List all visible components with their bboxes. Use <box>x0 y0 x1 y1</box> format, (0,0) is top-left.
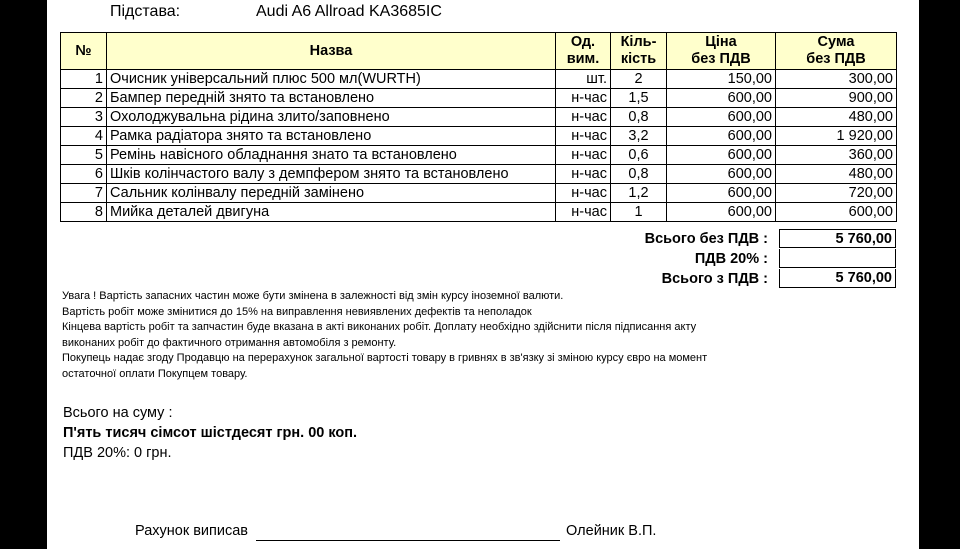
row-price: 600,00 <box>667 108 776 127</box>
items-table <box>60 32 897 222</box>
total-no-vat-value: 5 760,00 <box>779 229 896 248</box>
note-line: Увага ! Вартість запасних частин може бути змінена в залежності від змін курсу іноземної валюти. <box>62 290 564 302</box>
row-price: 600,00 <box>667 184 776 203</box>
row-price: 600,00 <box>667 127 776 146</box>
row-sum: 900,00 <box>776 89 897 108</box>
row-sum: 1 920,00 <box>776 127 897 146</box>
row-price: 600,00 <box>667 165 776 184</box>
row-qty: 0,8 <box>611 165 667 184</box>
row-unit: н-час <box>556 127 611 146</box>
header-name: Назва <box>107 33 556 70</box>
header-unit <box>556 33 611 70</box>
row-name: Бампер передній знято та встановлено <box>107 89 556 108</box>
row-price: 600,00 <box>667 146 776 165</box>
table-row <box>61 146 897 165</box>
header-num: № <box>61 33 107 70</box>
basis-label: Підстава: <box>110 3 181 20</box>
header-sum-line1: Сума <box>817 34 855 50</box>
summary-words: П'ять тисяч сімсот шістдесят грн. 00 коп. <box>63 425 358 441</box>
row-qty: 3,2 <box>611 127 667 146</box>
row-unit: н-час <box>556 184 611 203</box>
note-line: остаточної оплати Покупцем товару. <box>62 367 248 380</box>
table-row <box>61 89 897 108</box>
total-no-vat-label: Всього без ПДВ : <box>644 231 768 247</box>
row-price: 600,00 <box>667 89 776 108</box>
row-unit: н-час <box>556 165 611 184</box>
summary-vat: ПДВ 20%: 0 грн. <box>63 445 172 461</box>
row-name: Очисник універсальний плюс 500 мл(WURTH) <box>107 70 556 89</box>
row-sum: 600,00 <box>776 203 897 222</box>
table-header-row <box>61 33 897 70</box>
row-sum: 300,00 <box>776 70 897 89</box>
table-row <box>61 184 897 203</box>
row-name: Охолоджувальна рідина злито/заповнено <box>107 108 556 127</box>
row-qty: 1,2 <box>611 184 667 203</box>
summary-block <box>63 403 357 463</box>
basis-line <box>110 2 442 22</box>
row-num: 1 <box>61 70 107 89</box>
row-num: 2 <box>61 89 107 108</box>
table-row <box>61 70 897 89</box>
header-sum <box>776 33 897 70</box>
row-sum: 360,00 <box>776 146 897 165</box>
total-no-vat-row <box>60 229 896 249</box>
note-line: Вартість робіт може змінитися до 15% на виправлення невиявлених дефектів та неполадок <box>62 305 532 318</box>
table-row <box>61 203 897 222</box>
row-qty: 1,5 <box>611 89 667 108</box>
signature-line <box>135 521 656 541</box>
header-price-line2: без ПДВ <box>691 51 751 67</box>
row-sum: 720,00 <box>776 184 897 203</box>
row-num: 5 <box>61 146 107 165</box>
invoice-page <box>47 0 919 549</box>
row-num: 3 <box>61 108 107 127</box>
note-line: Покупець надає згоду Продавцю на перерахунок загальної вартості товару в гривнях в зв'язку зі зміною курсу євро на момент <box>62 352 708 364</box>
totals-block <box>60 229 896 289</box>
total-with-vat-row <box>60 269 896 289</box>
signature-underline <box>256 524 560 541</box>
row-num: 6 <box>61 165 107 184</box>
table-row <box>61 127 897 146</box>
row-name: Рамка радіатора знято та встановлено <box>107 127 556 146</box>
signature-name: Олейник В.П. <box>566 523 657 539</box>
row-qty: 0,6 <box>611 146 667 165</box>
row-price: 600,00 <box>667 203 776 222</box>
header-qty <box>611 33 667 70</box>
row-name: Мийка деталей двигуна <box>107 203 556 222</box>
header-price <box>667 33 776 70</box>
row-name: Ремінь навісного обладнання знато та встановлено <box>107 146 556 165</box>
row-qty: 0,8 <box>611 108 667 127</box>
notes-block <box>62 289 762 382</box>
row-sum: 480,00 <box>776 165 897 184</box>
row-num: 8 <box>61 203 107 222</box>
vat-row <box>60 249 896 269</box>
row-num: 4 <box>61 127 107 146</box>
vat-value <box>779 249 896 268</box>
header-unit-line2: вим. <box>566 51 600 67</box>
row-qty: 2 <box>611 70 667 89</box>
total-with-vat-value: 5 760,00 <box>779 269 896 288</box>
row-unit: н-час <box>556 146 611 165</box>
note-line: Кінцева вартість робіт та запчастин буде вказана в акті виконаних робіт. Доплату необхідно здійснити після підписання акту <box>62 321 697 333</box>
row-unit: н-час <box>556 89 611 108</box>
row-price: 150,00 <box>667 70 776 89</box>
header-sum-line2: без ПДВ <box>806 51 866 67</box>
row-sum: 480,00 <box>776 108 897 127</box>
signature-label: Рахунок виписав <box>135 523 248 539</box>
summary-label: Всього на суму : <box>63 405 173 421</box>
row-qty: 1 <box>611 203 667 222</box>
header-price-line1: Ціна <box>705 34 737 50</box>
row-unit: н-час <box>556 203 611 222</box>
row-unit: н-час <box>556 108 611 127</box>
row-unit: шт. <box>556 70 611 89</box>
row-name: Шків колінчастого валу з демпфером знято та встановлено <box>107 165 556 184</box>
header-qty-line2: кість <box>620 51 657 67</box>
header-unit-line1: Од. <box>570 34 596 50</box>
table-row <box>61 108 897 127</box>
row-name: Сальник колінвалу передній замінено <box>107 184 556 203</box>
total-with-vat-label: Всього з ПДВ : <box>661 271 768 287</box>
vat-label: ПДВ 20% : <box>694 251 768 267</box>
note-line: виконаних робіт до фактичного отримання автомобіля з ремонту. <box>62 336 397 349</box>
header-qty-line1: Кіль- <box>620 34 657 50</box>
row-num: 7 <box>61 184 107 203</box>
basis-value: Audi A6 Allroad KA3685IC <box>256 3 442 20</box>
table-row <box>61 165 897 184</box>
